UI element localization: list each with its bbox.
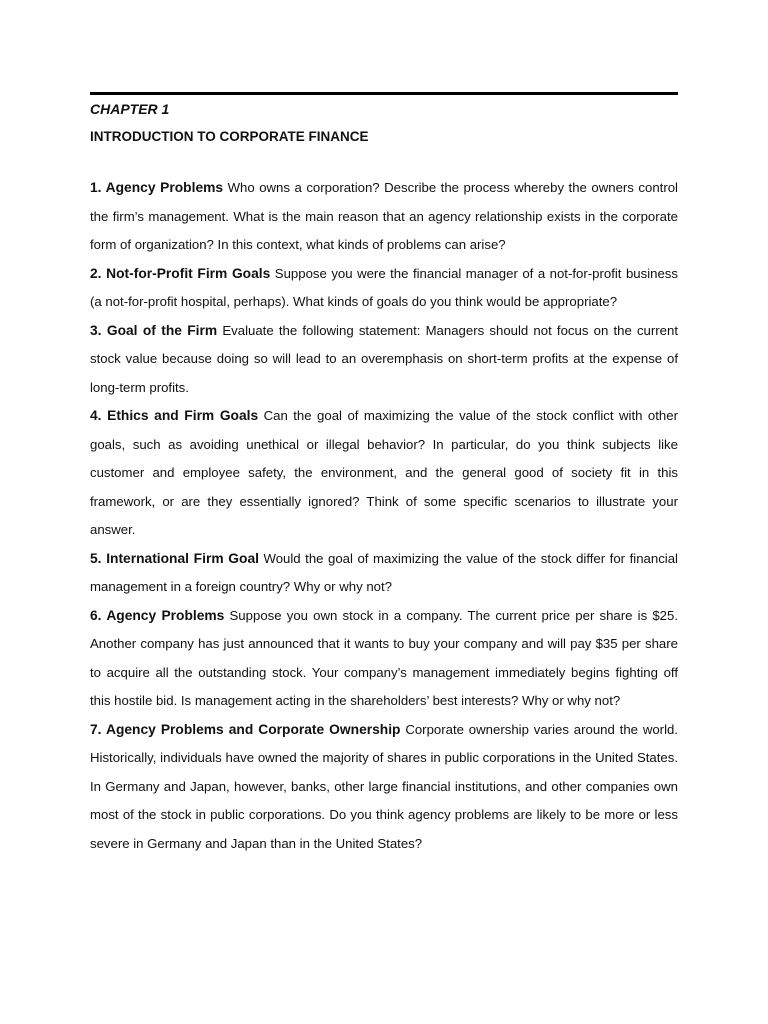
question-text: Would the goal of maximizing the value of the stock differ for financial management in a foreign country? Why or why not?: [90, 550, 678, 594]
question-heading: 2. Not-for-Profit Firm Goals: [90, 265, 271, 281]
question-heading: 1. Agency Problems: [90, 180, 224, 195]
question-text: Suppose you own stock in a company. The current price per share is $25. Another company has just announced that it wants to buy your company and will pay $35 per share to acquire all the outstanding stock. Your company’s management immediately begins fighting off this hostile bid. Is management acting in the shareholders’ best interests? Why or why not?: [90, 607, 678, 708]
question-heading: 3. Goal of the Firm: [90, 322, 218, 338]
question-text: Who owns a corporation? Describe the process whereby the owners control the firm’s management. What is the main reason that an agency relationship exists in the corporate form of organization? In this context, what kinds of problems can arise?: [90, 180, 678, 252]
question-6: [90, 602, 678, 716]
document-page: [90, 92, 678, 858]
question-list: [90, 174, 678, 858]
question-heading: 7. Agency Problems and Corporate Ownership: [90, 721, 401, 737]
question-2: [90, 260, 678, 317]
question-text: Evaluate the following statement: Managers should not focus on the current stock value because doing so will lead to an overemphasis on short-term profits at the expense of long-term profits.: [90, 322, 679, 395]
question-4: [90, 402, 678, 545]
question-text: Corporate ownership varies around the world. Historically, individuals have owned the majority of shares in public corporations in the United States. In Germany and Japan, however, banks, other large financial institutions, and other companies own most of the stock in public corporations. Do you think agency problems are likely to be more or less severe in Germany and Japan than in the United States?: [90, 721, 679, 851]
question-7: [90, 716, 678, 859]
question-1: [90, 174, 678, 260]
header-rule: [90, 92, 678, 95]
question-text: Suppose you were the financial manager of a not-for-profit business (a not-for-profit hospital, perhaps). What kinds of goals do you think would be appropriate?: [90, 265, 678, 309]
question-heading: 5. International Firm Goal: [90, 550, 259, 566]
chapter-title: INTRODUCTION TO CORPORATE FINANCE: [90, 129, 369, 144]
question-text: Can the goal of maximizing the value of the stock conflict with other goals, such as avoiding unethical or illegal behavior? In particular, do you think subjects like customer and employee safety, the environment, and the general good of society fit in this framework, or are they essentially ignored? Think of some specific scenarios to illustrate your answer.: [90, 408, 678, 537]
question-heading: 6. Agency Problems: [90, 607, 225, 623]
chapter-label: CHAPTER 1: [90, 101, 170, 117]
question-heading: 4. Ethics and Firm Goals: [90, 408, 259, 423]
question-5: [90, 545, 678, 602]
question-3: [90, 317, 678, 403]
